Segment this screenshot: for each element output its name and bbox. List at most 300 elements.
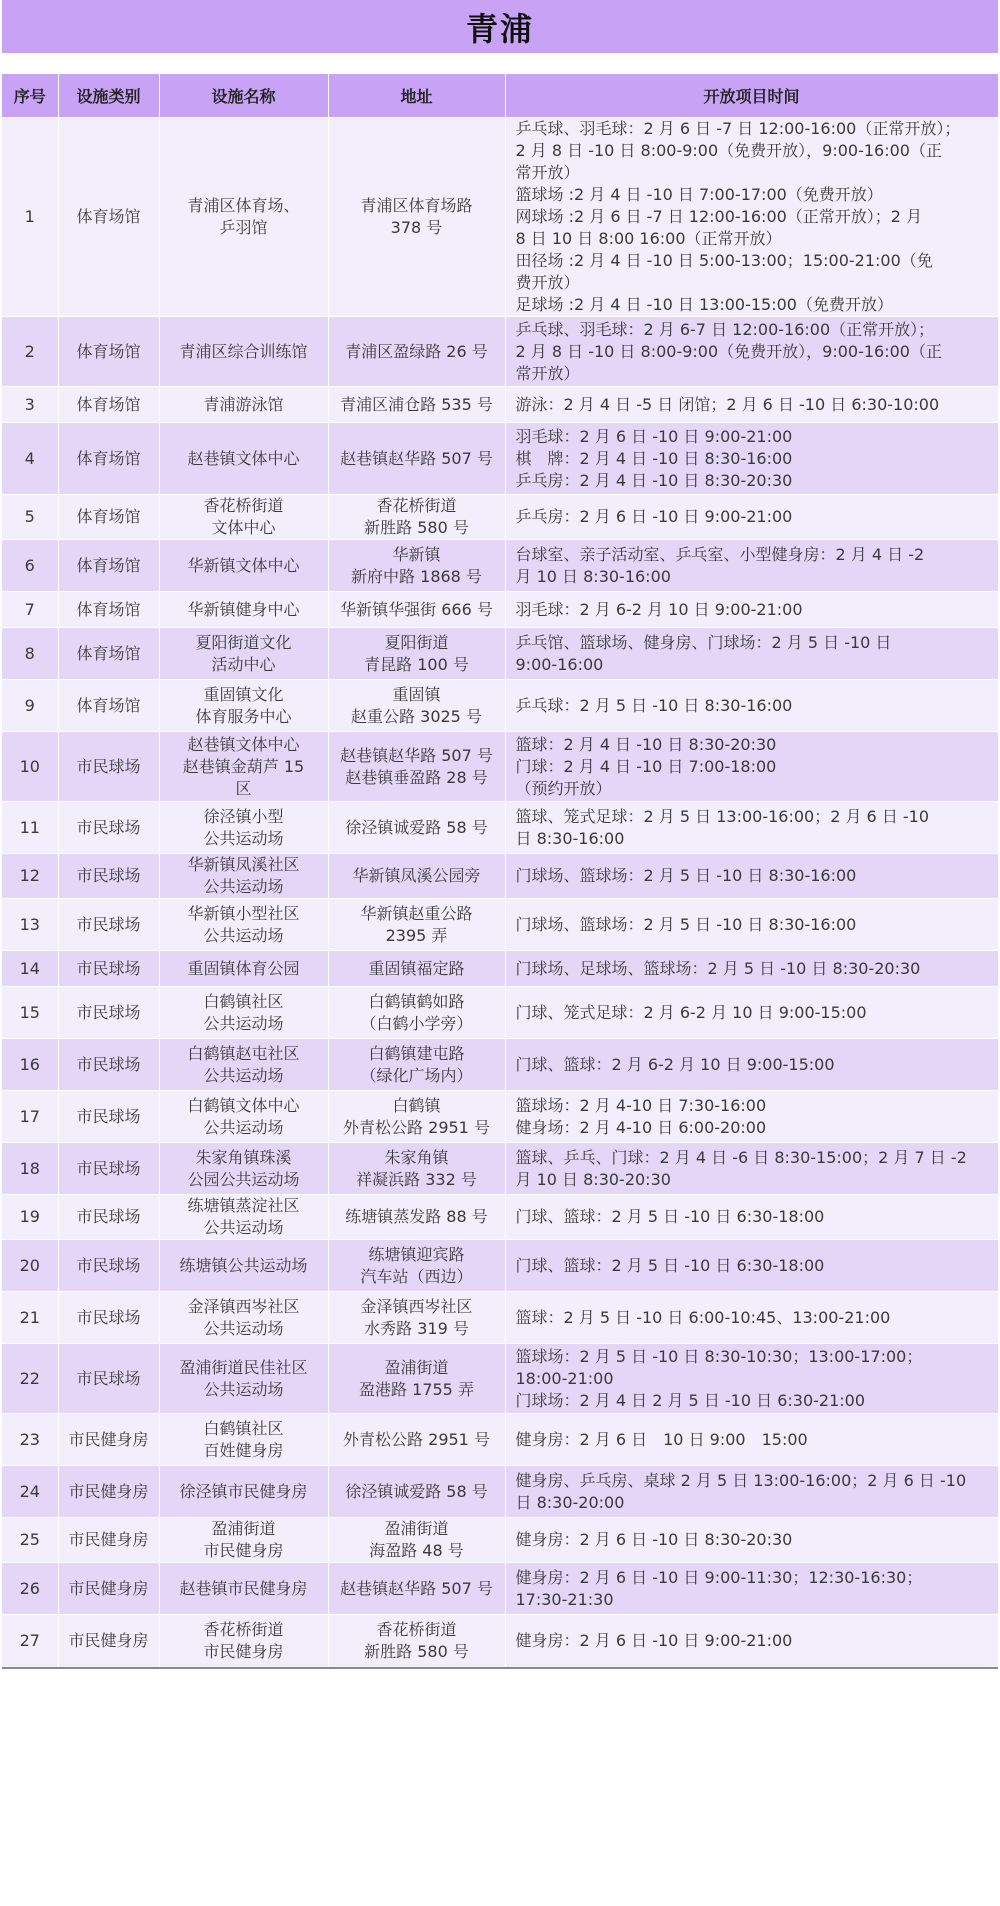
cell-schedule — [505, 1344, 998, 1414]
cell-address — [328, 951, 505, 987]
address-line: 2395 弄 — [385, 925, 448, 945]
schedule-line: 8 日 10 日 8:00 16:00（正常开放） — [515, 229, 782, 248]
header-schedule: 开放项目时间 — [505, 74, 998, 118]
table-row — [2, 732, 998, 802]
cell-category: 市民球场 — [58, 899, 159, 951]
schedule-line: 17:30-21:30 — [515, 1589, 614, 1609]
address-line: 赵巷镇赵华路 507 号 — [340, 448, 493, 468]
address-line: 赵巷镇垂盈路 28 号 — [345, 767, 488, 787]
cell-category: 体育场馆 — [58, 387, 159, 423]
cell-schedule — [505, 987, 998, 1039]
cell-address — [328, 495, 505, 540]
cell-schedule — [505, 592, 998, 628]
cell-address — [328, 1466, 505, 1518]
table-row — [2, 423, 998, 495]
cell-category: 市民球场 — [58, 987, 159, 1039]
facility-name-line: 白鹤镇文体中心 — [187, 1095, 300, 1115]
cell-schedule — [505, 1414, 998, 1466]
cell-category: 市民健身房 — [58, 1615, 159, 1667]
cell-category: 体育场馆 — [58, 317, 159, 387]
table-row — [2, 1344, 998, 1414]
schedule-line: 篮球、乒乓、门球：2 月 4 日 -6 日 8:30-15:00；2 月 7 日 -2 — [515, 1147, 967, 1167]
cell-category: 市民球场 — [58, 854, 159, 899]
cell-schedule — [505, 1615, 998, 1667]
facility-name-line: 香花桥街道 — [203, 496, 284, 515]
address-line: 赵巷镇赵华路 507 号 — [340, 745, 493, 765]
address-line: 金泽镇西岑社区 — [360, 1296, 473, 1316]
schedule-line: 门球、篮球：2 月 5 日 -10 日 6:30-18:00 — [515, 1207, 825, 1226]
cell-name — [159, 628, 328, 680]
facility-name-line: 公共运动场 — [203, 1218, 284, 1237]
schedule-line: 2 月 8 日 -10 日 8:00-9:00（免费开放），9:00-16:00（正 — [515, 141, 942, 160]
cell-no: 25 — [2, 1518, 58, 1563]
cell-address — [328, 854, 505, 899]
table-row — [2, 1091, 998, 1143]
cell-category: 市民球场 — [58, 951, 159, 987]
table-row — [2, 680, 998, 732]
cell-schedule — [505, 854, 998, 899]
facility-name-line: 青浦区体育场、 — [187, 196, 300, 215]
cell-category: 体育场馆 — [58, 592, 159, 628]
table-row — [2, 1563, 998, 1615]
schedule-line: 田径场 :2 月 4 日 -10 日 5:00-13:00；15:00-21:00（免 — [515, 251, 933, 270]
address-line: 378 号 — [390, 218, 443, 237]
cell-schedule — [505, 1143, 998, 1195]
schedule-line: 门球、笼式足球：2 月 6-2 月 10 日 9:00-15:00 — [515, 1002, 867, 1022]
facility-name-line: 公共运动场 — [203, 1379, 284, 1399]
cell-schedule — [505, 387, 998, 423]
schedule-line: 羽毛球：2 月 6-2 月 10 日 9:00-21:00 — [515, 599, 803, 619]
address-line: 夏阳街道 — [384, 632, 449, 652]
cell-no: 21 — [2, 1292, 58, 1344]
address-line: 华新镇凤溪公园旁 — [352, 866, 481, 885]
cell-schedule — [505, 899, 998, 951]
cell-schedule — [505, 680, 998, 732]
address-line: （绿化广场内） — [360, 1065, 473, 1085]
cell-name — [159, 540, 328, 592]
cell-schedule — [505, 1195, 998, 1240]
cell-name — [159, 1344, 328, 1414]
cell-category: 市民球场 — [58, 1039, 159, 1091]
cell-category: 体育场馆 — [58, 423, 159, 495]
schedule-line: 门球场、足球场、篮球场：2 月 5 日 -10 日 8:30-20:30 — [515, 958, 921, 978]
address-line: 海盈路 48 号 — [369, 1541, 464, 1560]
cell-schedule — [505, 118, 998, 317]
address-line: 青昆路 100 号 — [364, 654, 469, 674]
cell-address — [328, 1563, 505, 1615]
schedule-line: 篮球场 :2 月 4 日 -10 日 7:00-17:00（免费开放） — [515, 185, 883, 204]
facility-name-line: 重固镇体育公园 — [187, 958, 300, 978]
address-line: （白鹤小学旁） — [360, 1013, 473, 1033]
facility-name-line: 青浦游泳馆 — [203, 394, 284, 414]
table-row — [2, 495, 998, 540]
address-line: 外青松公路 2951 号 — [343, 1429, 490, 1449]
address-line: 香花桥街道 — [376, 496, 457, 515]
schedule-line: 游泳：2 月 4 日 -5 日 闭馆；2 月 6 日 -10 日 6:30-10:00 — [515, 394, 940, 414]
header-name: 设施名称 — [159, 74, 328, 118]
schedule-line: 台球室、亲子活动室、乒乓室、小型健身房：2 月 4 日 -2 — [515, 544, 925, 564]
cell-address — [328, 1240, 505, 1292]
facility-name-line: 公共运动场 — [203, 877, 284, 896]
address-line: 白鹤镇鹤如路 — [368, 991, 465, 1011]
facility-name-line: 青浦区综合训练馆 — [179, 341, 308, 361]
cell-address — [328, 987, 505, 1039]
table-header — [2, 74, 998, 118]
address-line: 青浦区浦仓路 535 号 — [340, 394, 493, 414]
facility-name-line: 白鹤镇社区 — [203, 1418, 284, 1438]
page-title: 青浦 — [465, 9, 534, 48]
table-row — [2, 628, 998, 680]
bottom-divider — [2, 1667, 998, 1669]
table-row — [2, 899, 998, 951]
schedule-line: 月 10 日 8:30-20:30 — [515, 1169, 671, 1189]
table-row — [2, 1240, 998, 1292]
table-row — [2, 592, 998, 628]
address-line: 赵重公路 3025 号 — [351, 706, 482, 726]
schedule-line: 费开放） — [515, 273, 580, 292]
table-body — [2, 118, 998, 1667]
table-row — [2, 854, 998, 899]
address-line: 盈浦街道 — [384, 1519, 449, 1538]
table-row — [2, 1414, 998, 1466]
schedule-line: 篮球场：2 月 4-10 日 7:30-16:00 — [515, 1095, 767, 1115]
facility-name-line: 文体中心 — [211, 518, 276, 537]
facility-name-line: 重固镇文化 — [203, 684, 284, 704]
header-category: 设施类别 — [58, 74, 159, 118]
facility-name-line: 百姓健身房 — [203, 1440, 284, 1460]
facility-name-line: 公共运动场 — [203, 1117, 284, 1137]
table-row — [2, 987, 998, 1039]
cell-name — [159, 1039, 328, 1091]
schedule-line: （预约开放） — [515, 778, 612, 798]
address-line: 重固镇福定路 — [368, 958, 465, 978]
cell-no: 23 — [2, 1414, 58, 1466]
cell-name — [159, 118, 328, 317]
cell-schedule — [505, 423, 998, 495]
cell-no: 6 — [2, 540, 58, 592]
facility-table — [2, 74, 999, 1667]
cell-schedule — [505, 802, 998, 854]
cell-address — [328, 540, 505, 592]
schedule-line: 乒乓球：2 月 5 日 -10 日 8:30-16:00 — [515, 695, 793, 715]
facility-name-line: 白鹤镇社区 — [203, 991, 284, 1011]
cell-no: 18 — [2, 1143, 58, 1195]
cell-no: 9 — [2, 680, 58, 732]
schedule-line: 门球场、篮球场：2 月 5 日 -10 日 8:30-16:00 — [515, 914, 857, 934]
cell-category: 市民球场 — [58, 1240, 159, 1292]
cell-category: 市民球场 — [58, 1091, 159, 1143]
schedule-line: 篮球：2 月 4 日 -10 日 8:30-20:30 — [515, 734, 777, 754]
schedule-line: 常开放） — [515, 363, 580, 383]
cell-category: 市民球场 — [58, 1292, 159, 1344]
cell-address — [328, 1414, 505, 1466]
cell-name — [159, 495, 328, 540]
cell-address — [328, 1195, 505, 1240]
address-line: 华新镇赵重公路 — [360, 903, 473, 923]
cell-schedule — [505, 1091, 998, 1143]
cell-address — [328, 1344, 505, 1414]
address-line: 练塘镇迎宾路 — [368, 1244, 465, 1264]
schedule-line: 健身场：2 月 4-10 日 6:00-20:00 — [515, 1117, 767, 1137]
schedule-line: 健身房：2 月 6 日 10 日 9:00 15:00 — [515, 1429, 808, 1449]
facility-name-line: 金泽镇西岑社区 — [187, 1296, 300, 1316]
facility-name-line: 徐泾镇小型 — [203, 806, 284, 826]
schedule-line: 篮球场：2 月 5 日 -10 日 8:30-10:30；13:00-17:00； — [515, 1346, 923, 1366]
table-row — [2, 802, 998, 854]
cell-address — [328, 592, 505, 628]
cell-schedule — [505, 1466, 998, 1518]
facility-name-line: 市民健身房 — [203, 1541, 284, 1560]
cell-no: 27 — [2, 1615, 58, 1667]
facility-name-line: 练塘镇公共运动场 — [179, 1255, 308, 1275]
schedule-line: 9:00-16:00 — [515, 654, 604, 674]
cell-category: 市民健身房 — [58, 1466, 159, 1518]
schedule-line: 乒乓馆、篮球场、健身房、门球场：2 月 5 日 -10 日 — [515, 632, 892, 652]
schedule-line: 乒乓球、羽毛球：2 月 6 日 -7 日 12:00-16:00（正常开放）； — [515, 119, 961, 138]
cell-no: 15 — [2, 987, 58, 1039]
cell-schedule — [505, 1518, 998, 1563]
facility-name-line: 练塘镇蒸淀社区 — [187, 1196, 300, 1215]
cell-no: 7 — [2, 592, 58, 628]
address-line: 新胜路 580 号 — [364, 1641, 469, 1661]
cell-category: 市民健身房 — [58, 1414, 159, 1466]
table-row — [2, 1195, 998, 1240]
title-bar — [2, 0, 998, 53]
cell-name — [159, 680, 328, 732]
schedule-line: 日 8:30-16:00 — [515, 828, 625, 848]
cell-schedule — [505, 951, 998, 987]
cell-schedule — [505, 1292, 998, 1344]
schedule-line: 健身房、乒乓房、桌球 2 月 5 日 13:00-16:00；2 月 6 日 -10 — [515, 1470, 967, 1490]
address-line: 青浦区盈绿路 26 号 — [345, 341, 488, 361]
cell-category: 体育场馆 — [58, 540, 159, 592]
cell-name — [159, 423, 328, 495]
schedule-line: 门球、篮球：2 月 5 日 -10 日 6:30-18:00 — [515, 1255, 825, 1275]
facility-name-line: 公园公共运动场 — [187, 1169, 300, 1189]
table-row — [2, 387, 998, 423]
cell-no: 22 — [2, 1344, 58, 1414]
cell-no: 10 — [2, 732, 58, 802]
address-line: 新府中路 1868 号 — [351, 566, 482, 586]
cell-category: 体育场馆 — [58, 118, 159, 317]
facility-name-line: 公共运动场 — [203, 1013, 284, 1033]
cell-name — [159, 732, 328, 802]
cell-address — [328, 317, 505, 387]
facility-name-line: 公共运动场 — [203, 1065, 284, 1085]
table-row — [2, 540, 998, 592]
cell-no: 24 — [2, 1466, 58, 1518]
header-row — [2, 74, 998, 118]
cell-schedule — [505, 317, 998, 387]
cell-name — [159, 1615, 328, 1667]
cell-category: 市民球场 — [58, 802, 159, 854]
facility-name-line: 市民健身房 — [203, 1641, 284, 1661]
cell-schedule — [505, 1563, 998, 1615]
table-row — [2, 118, 998, 317]
cell-no: 13 — [2, 899, 58, 951]
facility-name-line: 华新镇文体中心 — [187, 555, 300, 575]
cell-category: 市民球场 — [58, 732, 159, 802]
facility-name-line: 公共运动场 — [203, 1318, 284, 1338]
cell-name — [159, 1292, 328, 1344]
facility-name-line: 香花桥街道 — [203, 1619, 284, 1639]
cell-category: 体育场馆 — [58, 495, 159, 540]
schedule-line: 月 10 日 8:30-16:00 — [515, 566, 671, 586]
address-line: 赵巷镇赵华路 507 号 — [340, 1578, 493, 1598]
facility-name-line: 徐泾镇市民健身房 — [179, 1481, 308, 1501]
facility-name-line: 夏阳街道文化 — [195, 632, 292, 652]
cell-name — [159, 1195, 328, 1240]
table-row — [2, 1292, 998, 1344]
address-line: 徐泾镇诚爱路 58 号 — [345, 1481, 488, 1501]
facility-name-line: 华新镇凤溪社区 — [187, 855, 300, 874]
facility-name-line: 公共运动场 — [203, 925, 284, 945]
cell-category: 市民球场 — [58, 1344, 159, 1414]
cell-name — [159, 987, 328, 1039]
cell-name — [159, 317, 328, 387]
cell-no: 11 — [2, 802, 58, 854]
cell-schedule — [505, 1240, 998, 1292]
cell-no: 1 — [2, 118, 58, 317]
cell-schedule — [505, 495, 998, 540]
schedule-line: 门球场：2 月 4 日 2 月 5 日 -10 日 6:30-21:00 — [515, 1390, 866, 1410]
cell-no: 17 — [2, 1091, 58, 1143]
cell-name — [159, 1518, 328, 1563]
schedule-line: 门球：2 月 4 日 -10 日 7:00-18:00 — [515, 756, 777, 776]
address-line: 白鹤镇建屯路 — [368, 1043, 465, 1063]
header-no: 序号 — [2, 74, 58, 118]
cell-category: 市民健身房 — [58, 1518, 159, 1563]
facility-name-line: 活动中心 — [211, 654, 276, 674]
cell-no: 3 — [2, 387, 58, 423]
address-line: 华新镇华强街 666 号 — [340, 599, 493, 619]
schedule-line: 篮球、笼式足球：2 月 5 日 13:00-16:00；2 月 6 日 -10 — [515, 806, 930, 826]
address-line: 香花桥街道 — [376, 1619, 457, 1639]
cell-schedule — [505, 628, 998, 680]
cell-no: 19 — [2, 1195, 58, 1240]
address-line: 华新镇 — [392, 544, 441, 564]
header-address: 地址 — [328, 74, 505, 118]
schedule-line: 足球场 :2 月 4 日 -10 日 13:00-15:00（免费开放） — [515, 295, 893, 314]
cell-address — [328, 1292, 505, 1344]
cell-schedule — [505, 540, 998, 592]
schedule-line: 乒乓球、羽毛球：2 月 6-7 日 12:00-16:00（正常开放）； — [515, 319, 935, 339]
cell-address — [328, 387, 505, 423]
address-line: 盈浦街道 — [384, 1357, 449, 1377]
schedule-line: 乒乓房：2 月 6 日 -10 日 9:00-21:00 — [515, 507, 793, 526]
cell-category: 市民健身房 — [58, 1563, 159, 1615]
cell-address — [328, 1091, 505, 1143]
cell-address — [328, 732, 505, 802]
table-row — [2, 317, 998, 387]
schedule-line: 门球场、篮球场：2 月 5 日 -10 日 8:30-16:00 — [515, 866, 857, 885]
cell-name — [159, 387, 328, 423]
table-row — [2, 1615, 998, 1667]
cell-address — [328, 802, 505, 854]
facility-name-line: 华新镇健身中心 — [187, 599, 300, 619]
facility-name-line: 盈浦街道 — [211, 1519, 276, 1538]
cell-no: 14 — [2, 951, 58, 987]
address-line: 祥凝浜路 332 号 — [356, 1169, 477, 1189]
cell-address — [328, 1143, 505, 1195]
facility-name-line: 赵巷镇金葫芦 15 — [182, 756, 305, 776]
address-line: 青浦区体育场路 — [360, 196, 473, 215]
schedule-line: 18:00-21:00 — [515, 1368, 614, 1388]
cell-name — [159, 592, 328, 628]
cell-category: 市民球场 — [58, 1195, 159, 1240]
schedule-line: 健身房：2 月 6 日 -10 日 9:00-21:00 — [515, 1630, 793, 1650]
address-line: 练塘镇蒸发路 88 号 — [345, 1207, 488, 1226]
schedule-line: 羽毛球：2 月 6 日 -10 日 9:00-21:00 — [515, 426, 793, 446]
address-line: 重固镇 — [392, 684, 441, 704]
facility-name-line: 赵巷镇文体中心 — [187, 448, 300, 468]
cell-name — [159, 1563, 328, 1615]
table-row — [2, 1466, 998, 1518]
cell-name — [159, 802, 328, 854]
cell-address — [328, 1039, 505, 1091]
cell-address — [328, 1518, 505, 1563]
cell-no: 4 — [2, 423, 58, 495]
cell-no: 26 — [2, 1563, 58, 1615]
address-line: 新胜路 580 号 — [364, 518, 469, 537]
cell-address — [328, 899, 505, 951]
schedule-line: 健身房：2 月 6 日 -10 日 9:00-11:30；12:30-16:30； — [515, 1567, 923, 1587]
cell-name — [159, 1240, 328, 1292]
cell-name — [159, 854, 328, 899]
cell-name — [159, 899, 328, 951]
facility-name-line: 乒羽馆 — [219, 218, 268, 237]
cell-no: 5 — [2, 495, 58, 540]
cell-name — [159, 1143, 328, 1195]
cell-no: 12 — [2, 854, 58, 899]
schedule-line: 乒乓房：2 月 4 日 -10 日 8:30-20:30 — [515, 470, 793, 490]
schedule-line: 门球、篮球：2 月 6-2 月 10 日 9:00-15:00 — [515, 1054, 835, 1074]
cell-no: 16 — [2, 1039, 58, 1091]
cell-no: 20 — [2, 1240, 58, 1292]
cell-category: 市民球场 — [58, 1143, 159, 1195]
cell-schedule — [505, 732, 998, 802]
facility-name-line: 赵巷镇文体中心 — [187, 734, 300, 754]
facility-name-line: 盈浦街道民佳社区 — [179, 1357, 308, 1377]
cell-category: 体育场馆 — [58, 680, 159, 732]
facility-name-line: 华新镇小型社区 — [187, 903, 300, 923]
cell-category: 体育场馆 — [58, 628, 159, 680]
facility-name-line: 区 — [235, 778, 252, 798]
address-line: 水秀路 319 号 — [364, 1318, 469, 1338]
cell-address — [328, 1615, 505, 1667]
cell-address — [328, 680, 505, 732]
cell-name — [159, 1466, 328, 1518]
cell-name — [159, 1091, 328, 1143]
schedule-line: 网球场 :2 月 6 日 -7 日 12:00-16:00（正常开放）；2 月 — [515, 207, 923, 226]
schedule-line: 棋 牌：2 月 4 日 -10 日 8:30-16:00 — [515, 448, 793, 468]
address-line: 朱家角镇 — [384, 1147, 449, 1167]
cell-address — [328, 628, 505, 680]
address-line: 汽车站（西边） — [360, 1266, 473, 1286]
schedule-line: 常开放） — [515, 163, 580, 182]
facility-name-line: 白鹤镇赵屯社区 — [187, 1043, 300, 1063]
facility-name-line: 体育服务中心 — [195, 706, 292, 726]
cell-address — [328, 118, 505, 317]
table-row — [2, 1518, 998, 1563]
cell-schedule — [505, 1039, 998, 1091]
schedule-line: 日 8:30-20:00 — [515, 1492, 625, 1512]
cell-address — [328, 423, 505, 495]
table-row — [2, 1039, 998, 1091]
cell-no: 8 — [2, 628, 58, 680]
cell-no: 2 — [2, 317, 58, 387]
address-line: 外青松公路 2951 号 — [343, 1117, 490, 1137]
